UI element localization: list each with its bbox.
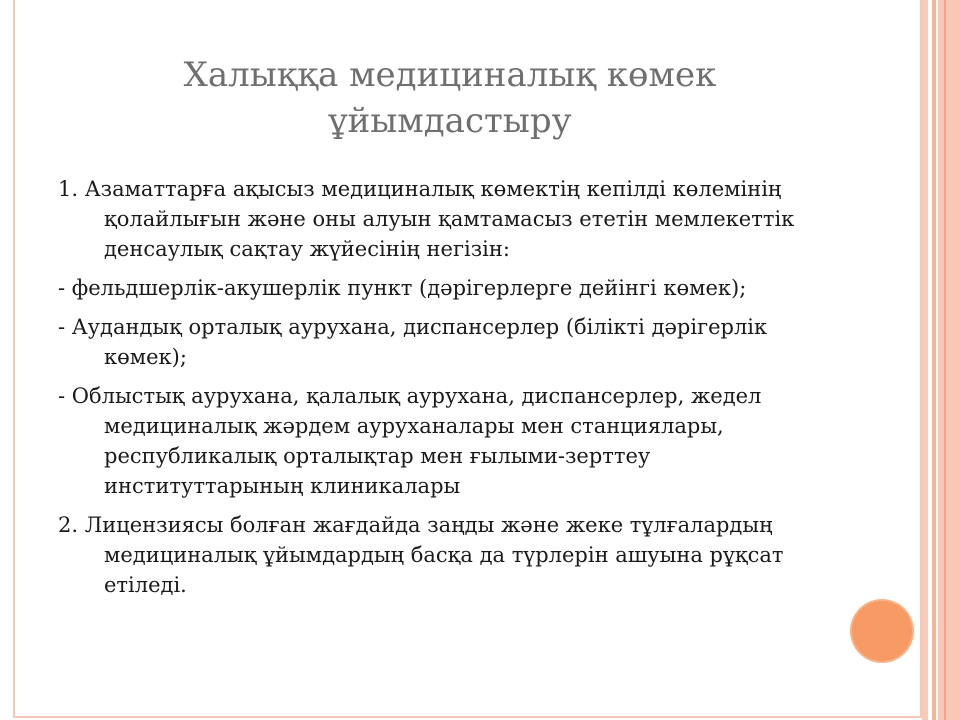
paragraph-3: - Аудандық орталық аурухана, диспансерлер (білікті дәрігерлік көмек); [58,315,768,369]
decorative-stripe [932,0,936,720]
title-line-2: ұйымдастыру [328,101,572,141]
decorative-circle [852,601,912,661]
paragraph-2: - фельдшерлік-акушерлік пункт (дәрігерлерге дейінгі көмек); [58,276,747,300]
paragraph-5: 2. Лицензиясы болған жағдайда заңды және жеке тұлғалардың медициналық ұйымдардың басқа да түрлерін ашуына рұқсат етіледі. [58,513,784,597]
slide-title [60,52,840,144]
paragraph-4: - Облыстық аурухана, қалалық аурухана, диспансерлер, жедел медициналық жәрдем ауруханалары мен станциялары, республикалық орталықтар мен ғылыми-зерттеу институттарының клиникалары [58,384,762,498]
slide-body [58,174,848,609]
decorative-stripe [938,0,960,720]
paragraph-1: 1. Азаматтарға ақысыз медициналық көмектің кепілді көлемінің қолайлығын және оны алуын қамтамасыз ететін мемлекеттік денсаулық сақтау жүйесінің негізін: [58,177,795,261]
title-line-1: Халыққа медициналық көмек [183,55,717,95]
decorative-stripe [922,0,928,720]
decorative-stripe [944,0,946,720]
